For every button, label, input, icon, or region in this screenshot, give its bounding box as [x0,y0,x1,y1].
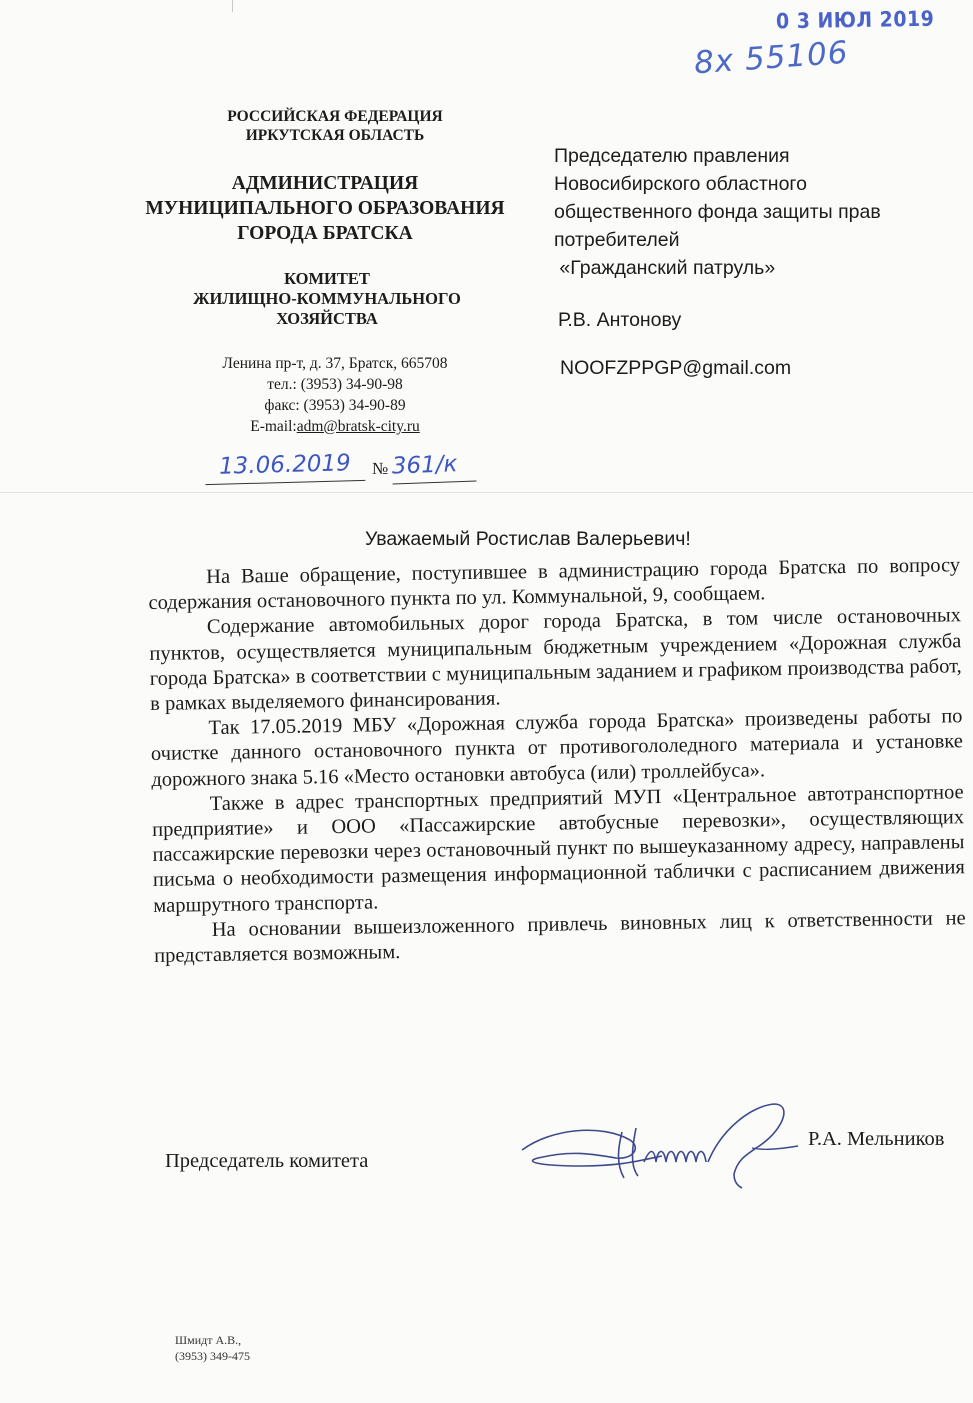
header-region-line: ИРКУТСКАЯ ОБЛАСТЬ [245,127,425,144]
executor-name: Шмидт А.В., [175,1333,242,1347]
addressee-email[interactable]: NOOFZPPGP@gmail.com [560,357,792,379]
header-committee-line-2: ЖИЛИЩНО-КОММУНАЛЬНОГО [193,289,461,308]
letter-paragraph-4: Также в адрес транспортных предприятий МУП «Центральное автотранспортное предприятие» и ООО «Пассажирские автобусные перевозки», осуществляющих пассажирские перевозки через остановочный пункт по вышеуказанному адресу, направлены письма о необходимости размещения информационной таблички с расписанием движения маршрутного транспорта. [151,781,966,917]
executor-phone: (3953) 349-475 [175,1349,250,1363]
letter-paragraph-3: Так 17.05.2019 МБУ «Дорожная служба города Братска» произведены работы по очистке данного остановочного пункта от противогололедного материала и установке дорожного знака 5.16 «Место остановки автобуса (или) троллейбуса». [150,705,964,791]
addressee-line-3: общественного фонда защиты прав [554,201,881,223]
header-committee-line-1: КОМИТЕТ [284,269,370,288]
addressee-line-4: потребителей [554,229,680,251]
handwritten-signature [512,1088,812,1198]
header-email-link[interactable]: adm@bratsk-city.ru [296,418,420,435]
letter-paragraph-5: На основании вышеизложенного привлечь виновных лиц к ответственности не представляется возможным. [153,907,966,967]
incoming-number-handwritten: 8х 55106 [692,34,850,82]
addressee-name: Р.В. Антонову [558,309,682,331]
header-email-label: E-mail: [250,418,297,435]
received-date-stamp: 0 3 ИЮЛ 2019 [775,6,935,34]
signatory-name: Р.А. Мельников [808,1128,945,1150]
addressee-line-5: «Гражданский патруль» [554,257,776,279]
letter-body [148,553,966,969]
registration-date: 13.06.2019 [205,450,366,485]
executor-footer [175,1332,250,1364]
registration-number: 361/к [391,451,476,485]
addressee-line-1: Председателю правления [554,145,790,167]
header-country-line: РОССИЙСКАЯ ФЕДЕРАЦИЯ [227,108,443,125]
letter-greeting: Уважаемый Ростислав Валерьевич! [365,528,691,550]
addressee-line-2: Новосибирского областного [554,173,807,195]
header-admin-line-3: ГОРОДА БРАТСКА [237,223,413,244]
letter-paragraph-2: Содержание автомобильных дорог города Братска, в том числе остановочных пунктов, осуществляется муниципальным бюджетным учреждением «Дорожная служба города Братска» в соответствии с муниципальным заданием и графиком производства работ, в рамках выделяемого финансирования. [149,604,962,715]
header-admin-line-1: АДМИНИСТРАЦИЯ [231,173,419,194]
header-committee [162,269,492,329]
addressee-block [554,142,964,282]
scan-edge-mark [232,0,233,12]
header-fax: факс: (3953) 34-90-89 [264,397,406,414]
letter-paragraph-1: На Ваше обращение, поступившее в администрацию города Братска по вопросу содержания остановочного пункта по ул. Коммунальной, 9, сообщаем. [148,554,961,615]
header-committee-line-3: ХОЗЯЙСТВА [276,309,378,328]
header-email-row [190,416,480,437]
header-address: Ленина пр-т, д. 37, Братск, 665708 [222,355,448,372]
header-country [190,107,480,145]
header-phone: тел.: (3953) 34-90-98 [267,376,403,393]
header-administration [120,171,530,246]
registration-number-sign: № [372,459,389,478]
header-admin-line-2: МУНИЦИПАЛЬНОГО ОБРАЗОВАНИЯ [145,198,505,219]
signatory-title: Председатель комитета [165,1150,369,1172]
fold-line [0,492,973,493]
header-contacts [190,353,480,437]
